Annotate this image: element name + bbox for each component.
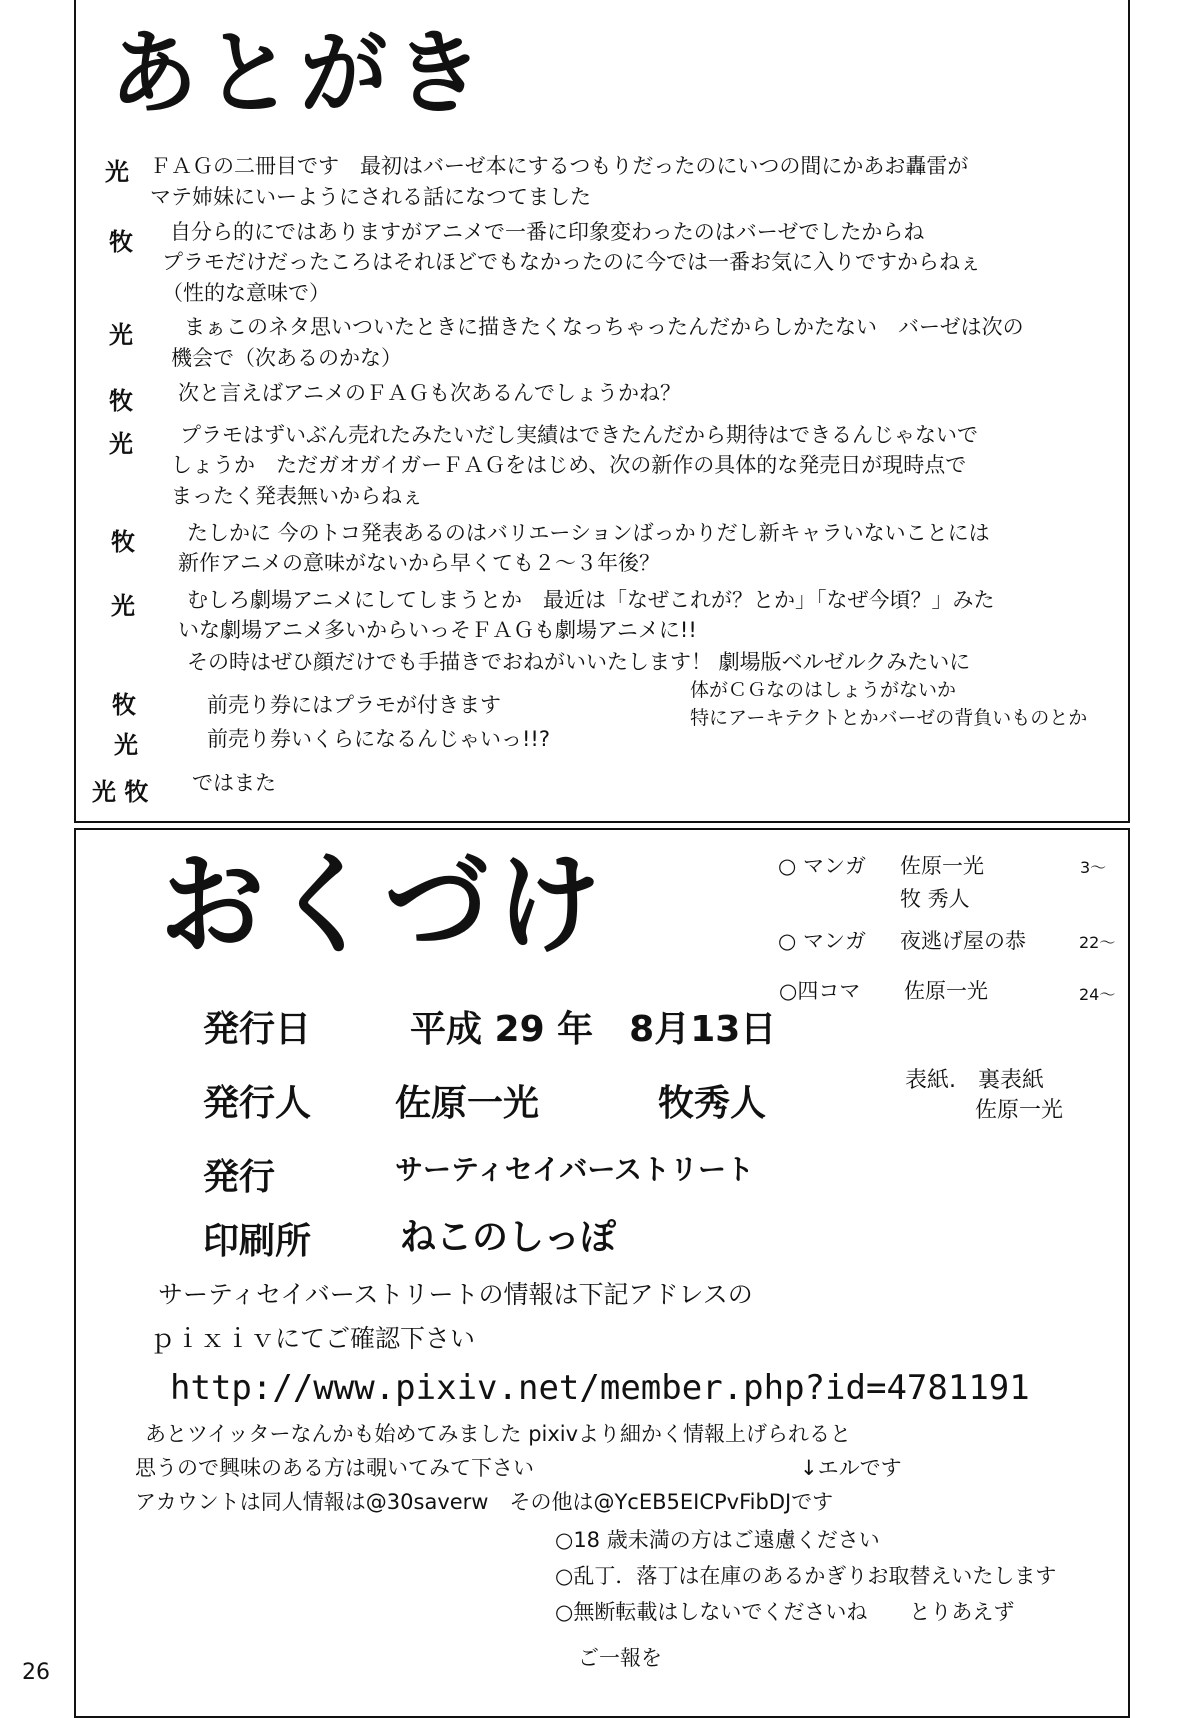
issue-date-label: 発行日 (203, 1009, 312, 1050)
twitter-line: あとツイッターなんかも始めてみました pixivより細かく情報上げられると (145, 1422, 852, 1446)
notice-line: ○無断転載はしないでくださいね とりあえず (555, 1600, 1015, 1624)
notice-line: ○乱丁．落丁は在庫のあるかぎりお取替えいたします (555, 1564, 1057, 1588)
cover-credit-label: 表紙. 裏表紙 (905, 1068, 1044, 1093)
credit-type: ○ マンガ (778, 854, 866, 878)
speaker-label: 牧 (111, 528, 135, 556)
dialogue-line: （性的な意味で） (162, 281, 330, 305)
dialogue-line: 新作アニメの意味がないから早くても２～３年後？ (178, 551, 660, 575)
speaker-label: 光 牧 (92, 778, 149, 806)
dialogue-line: むしろ劇場アニメにしてしまうとか 最近は「なぜこれが？とか」「なぜ今頃？」みた (187, 588, 995, 612)
twitter-line: アカウントは同人情報は@30saverw その他は@YcEB5EICPvFibDJです (135, 1490, 834, 1514)
printer-label: 印刷所 (203, 1221, 312, 1262)
dialogue-line: その時はぜひ顔だけでも手描きでおねがいいたします！ 劇場版ベルゼルクみたいに (187, 650, 971, 674)
afterword-title: あとがき (110, 20, 491, 127)
dialogue-line: プラモはずいぶん売れたみたいだし実績はできたんだから期待はできるんじゃないで (180, 423, 978, 447)
credit-page: 22～ (1079, 933, 1116, 952)
credit-name: 佐原一光 (904, 979, 988, 1003)
credit-type: ○四コマ (779, 979, 861, 1003)
info-line: サーティセイバーストリートの情報は下記アドレスの (158, 1280, 753, 1309)
twitter-line: 思うので興味のある方は覗いてみて下さい (135, 1456, 534, 1480)
dialogue-line: ではまた (192, 771, 276, 795)
speaker-label: 牧 (109, 387, 133, 415)
dialogue-line: 前売り券にはプラモが付きます (207, 693, 501, 717)
dialogue-line: ＦＡＧの二冊目です 最初はバーゼ本にするつもりだったのにいつの間にかあお轟雷が (150, 154, 969, 178)
issuer-label: 発行 (203, 1157, 276, 1198)
dialogue-line: 前売り券いくらになるんじゃいっ!!? (207, 727, 550, 751)
credit-page: 3～ (1080, 858, 1107, 877)
publisher-name: 牧秀人 (658, 1083, 767, 1124)
speaker-label: 光 (111, 592, 135, 620)
publisher-label: 発行人 (203, 1083, 312, 1124)
publisher-name: 佐原一光 (395, 1083, 540, 1124)
info-line: ｐｉｘｉｖにてご確認下さい (150, 1324, 476, 1353)
dialogue-line: まったく発表無いからねぇ (171, 484, 423, 508)
page-number: 26 (22, 1660, 50, 1685)
speaker-label: 光 (109, 321, 133, 349)
cover-credit-name: 佐原一光 (975, 1098, 1064, 1123)
dialogue-line: いな劇場アニメ多いからいっそＦＡＧも劇場アニメに!! (178, 618, 697, 642)
speaker-label: 牧 (109, 228, 133, 256)
speaker-label: 光 (105, 158, 129, 186)
speaker-label: 光 (114, 731, 138, 759)
dialogue-line: マテ姉妹にいーようにされる話になつてました (150, 185, 591, 209)
notice-line: ○18 歳未満の方はご遠慮ください (555, 1528, 880, 1552)
dialogue-line: しょうか ただガオガイガーＦＡＧをはじめ、次の新作の具体的な発売日が現時点で (171, 453, 967, 477)
colophon-title: おくづけ (160, 841, 609, 969)
side-note-line: 体がＣＧなのはしょうがないか (690, 679, 957, 701)
dialogue-line: 自分ら的にではありますがアニメで一番に印象変わったのはバーゼでしたからね (170, 220, 925, 244)
speaker-label: 牧 (112, 691, 136, 719)
side-note-line: 特にアーキテクトとかバーゼの背負いものとか (690, 707, 1088, 729)
issuer-value: サーティセイバーストリート (395, 1153, 754, 1186)
speaker-label: 光 (109, 430, 133, 458)
dialogue-line: 次と言えばアニメのＦＡＧも次あるんでしょうかね？ (178, 381, 681, 405)
credit-page: 24～ (1079, 985, 1116, 1004)
dialogue-line: プラモだけだったころはそれほどでもなかったのに今では一番お気に入りですからねぇ (162, 250, 981, 274)
dialogue-line: たしかに 今のトコ発表あるのはバリエーションばっかりだし新キャラいないことには (187, 521, 990, 545)
credit-type: ○ マンガ (778, 929, 866, 953)
dialogue-line: まぁこのネタ思いついたときに描きたくなっちゃったんだからしかたない バーゼは次の (184, 315, 1024, 339)
printer-value: ねこのしっぽ (400, 1217, 617, 1258)
dialogue-line: 機会で（次あるのかな） (171, 346, 402, 370)
pixiv-url: http://www.pixiv.net/member.php?id=4781191 (170, 1368, 1030, 1408)
closing-line: ご一報を (578, 1646, 662, 1670)
credit-name: 佐原一光 (900, 854, 984, 878)
credit-name: 夜逃げ屋の恭 (900, 929, 1026, 953)
issue-date-value: 平成 29 年 8月13日 (410, 1009, 777, 1050)
credit-name: 牧 秀人 (900, 887, 970, 911)
twitter-pointer: ↓エルです (800, 1456, 902, 1480)
